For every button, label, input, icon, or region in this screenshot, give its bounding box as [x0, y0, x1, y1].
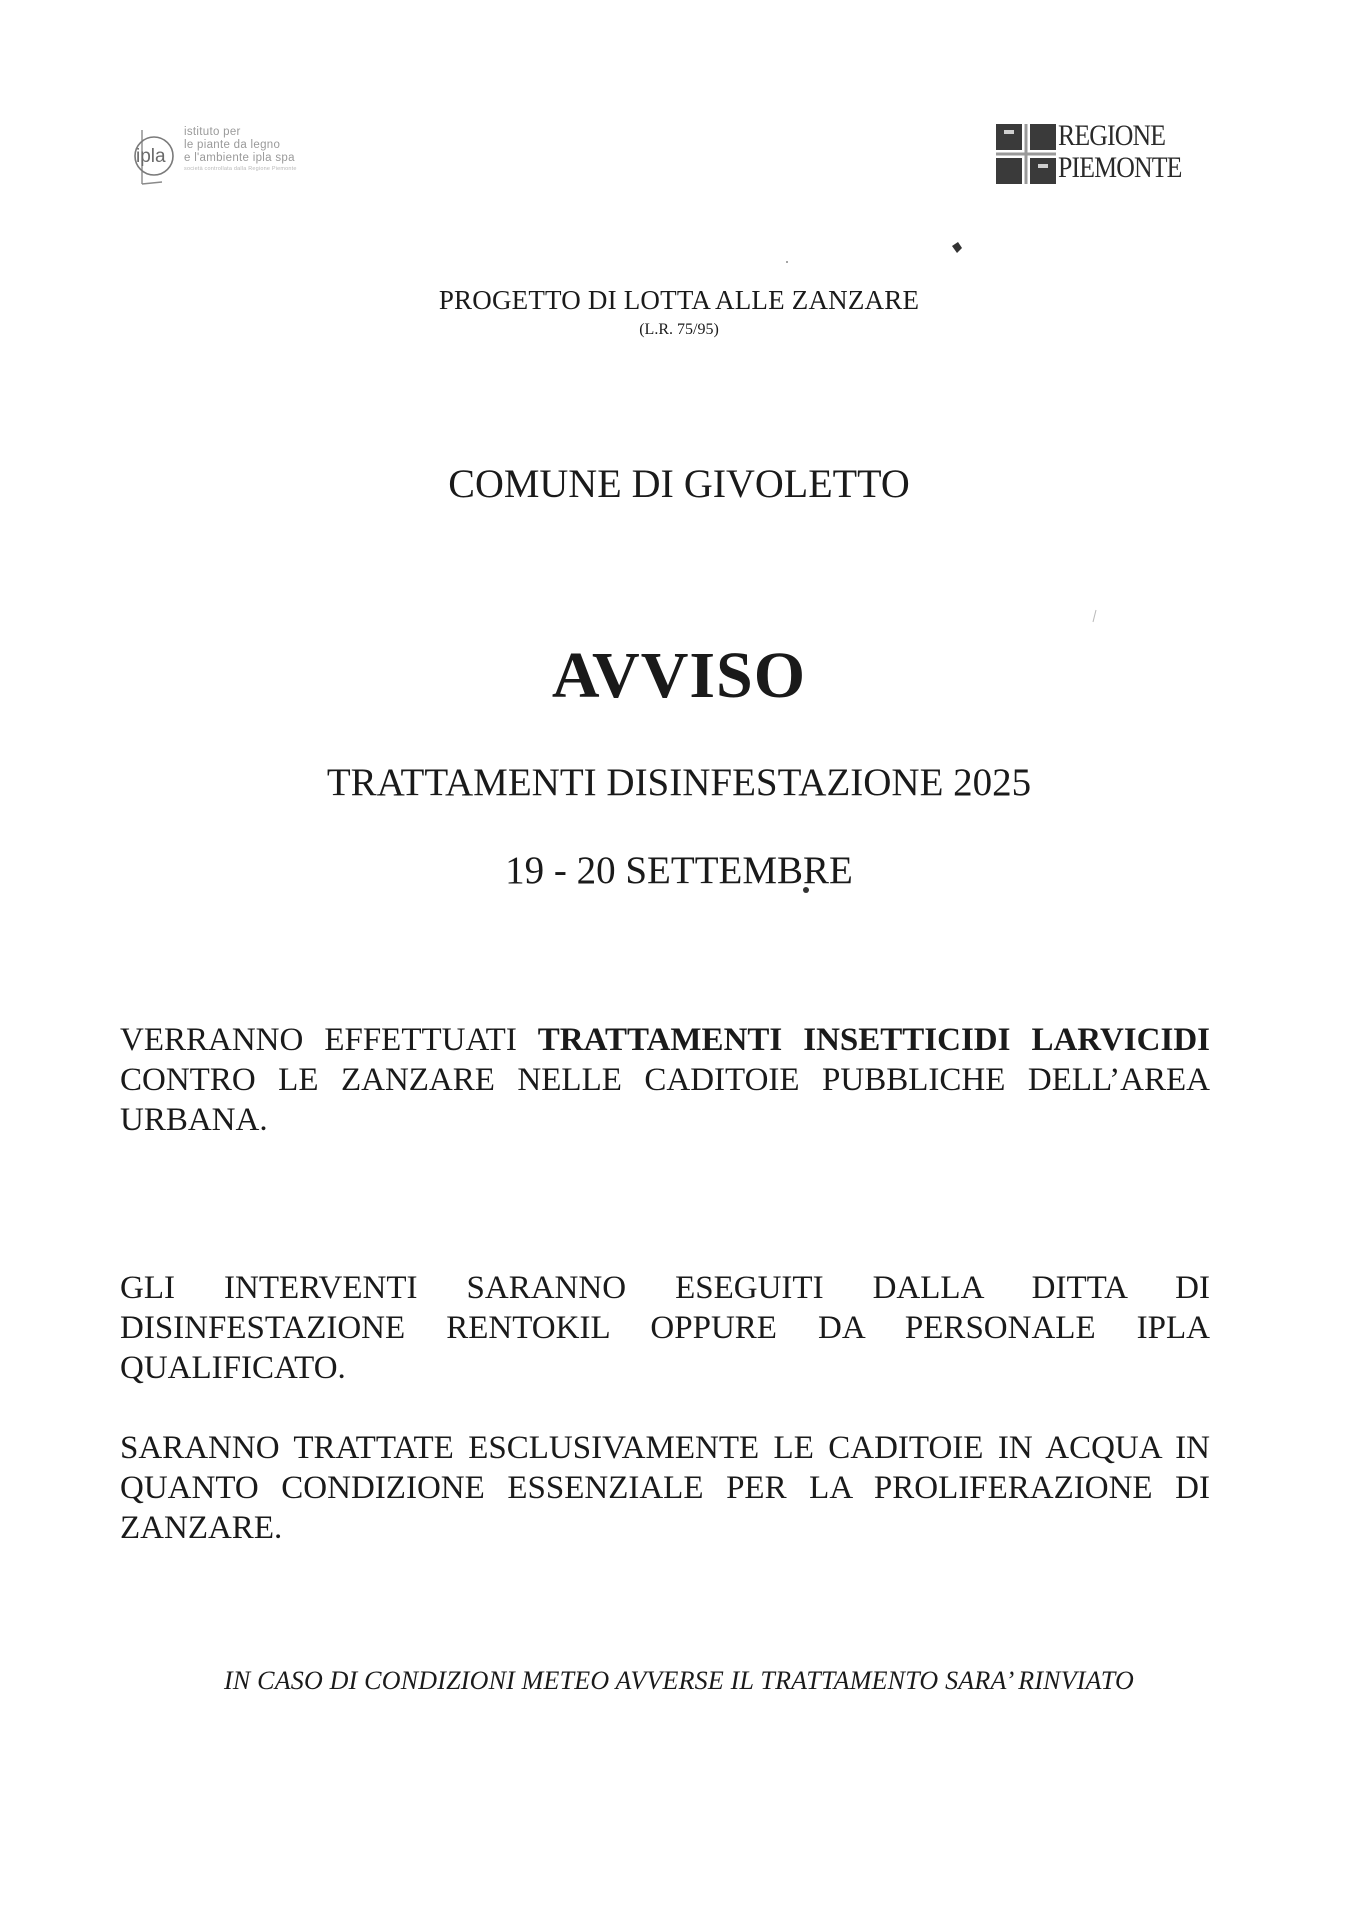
paragraph-treatments — [120, 1020, 1210, 1140]
regione-line-2: PIEMONTE — [1058, 151, 1182, 184]
notice-dates: 19 - 20 SETTEMBRE — [505, 849, 853, 892]
regione-line-1: REGIONE — [1058, 119, 1166, 152]
ipla-line-1: istituto per — [184, 126, 241, 138]
ipla-line-2: le piante da legno — [184, 139, 281, 151]
svg-text:ipla: ipla — [136, 146, 166, 167]
paragraph-treatments-intro: VERRANNO EFFETTUATI — [120, 1022, 538, 1058]
paragraph-operators: GLI INTERVENTI SARANNO ESEGUITI DALLA DITTA DI DISINFESTAZIONE RENTOKIL OPPURE DA PERSONALE IPLA QUALIFICATO. — [120, 1270, 1210, 1386]
notice-subject: TRATTAMENTI DISINFESTAZIONE 2025 — [326, 761, 1032, 804]
ipla-line-4: società controllata dalla Regione Piemonte — [184, 166, 297, 172]
municipality-name: COMUNE DI GIVOLETTO — [448, 461, 910, 506]
paragraph-treatments-bold: TRATTAMENTI INSETTICIDI LARVICIDI — [537, 1022, 1210, 1058]
weather-note: IN CASO DI CONDIZIONI METEO AVVERSE IL TRATTAMENTO SARA’ RINVIATO — [224, 1666, 1134, 1695]
paragraph-treatments-rest: CONTRO LE ZANZARE NELLE CADITOIE PUBBLICHE DELL’AREA URBANA. — [120, 1062, 1210, 1138]
ipla-line-3: e l'ambiente ipla spa — [184, 152, 295, 164]
project-title: PROGETTO DI LOTTA ALLE ZANZARE — [438, 285, 920, 315]
notice-title: AVVISO — [551, 639, 807, 712]
law-reference: (L.R. 75/95) — [639, 321, 719, 338]
paragraph-conditions: SARANNO TRATTATE ESCLUSIVAMENTE LE CADITOIE IN ACQUA IN QUANTO CONDIZIONE ESSENZIALE PER LA PROLIFERAZIONE DI ZANZARE. — [120, 1430, 1210, 1546]
